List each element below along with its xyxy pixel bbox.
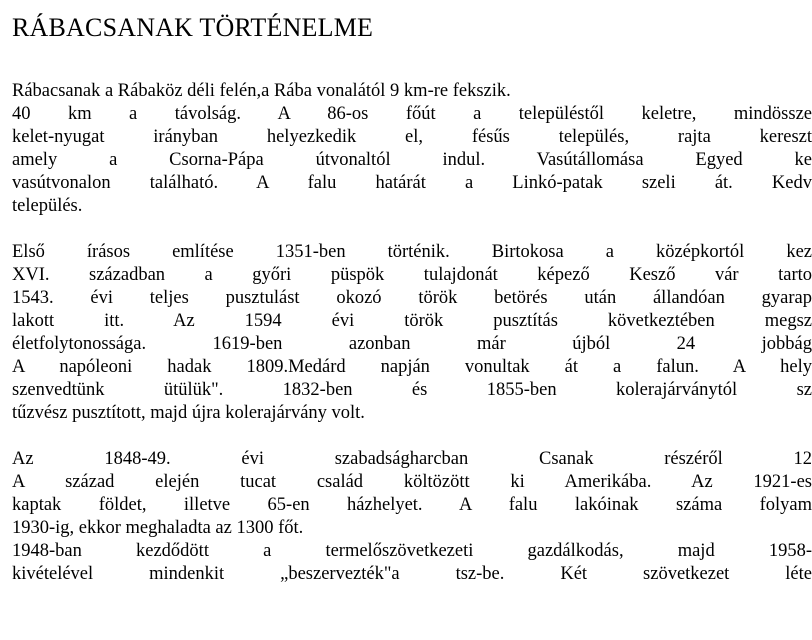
paragraph-line: Első írásos említése 1351-ben történik. Birtokosa a középkortól kez	[12, 242, 812, 262]
paragraph-line: kaptak földet, illetve 65-en házhelyet. A falu lakóinak száma folyam	[12, 495, 812, 515]
document-page	[12, 12, 812, 586]
paragraph-line: 40 km a távolság. A 86-os főút a településtől keletre, mindössze	[12, 104, 812, 124]
paragraph-modern-history	[12, 448, 812, 586]
paragraph-line: tűzvész pusztított, majd újra kolerajárvány volt.	[12, 403, 365, 423]
paragraph-line: település.	[12, 196, 83, 216]
paragraph-line: Rábacsanak a Rábaköz déli felén,a Rába vonalától 9 km-re fekszik.	[12, 81, 511, 101]
paragraph-line: XVI. században a győri püspök tulajdonát képező Kesző vár tarto	[12, 265, 812, 285]
paragraph-history	[12, 241, 812, 425]
paragraph-line: 1930-ig, ekkor meghaladta az 1300 főt.	[12, 518, 304, 538]
paragraph-line: A század elején tucat család költözött ki Amerikába. Az 1921-es	[12, 472, 812, 492]
paragraph-line: életfolytonossága. 1619-ben azonban már újból 24 jobbág	[12, 334, 812, 354]
paragraph-line: vasútvonalon található. A falu határát a Linkó-patak szeli át. Kedv	[12, 173, 812, 193]
paragraph-line: 1948-ban kezdődött a termelőszövetkezeti gazdálkodás, majd 1958-	[12, 541, 812, 561]
paragraph-geography	[12, 80, 812, 218]
paragraph-line: lakott itt. Az 1594 évi török pusztítás következtében megsz	[12, 311, 812, 331]
paragraph-line: Az 1848-49. évi szabadságharcban Csanak részéről 12	[12, 449, 812, 469]
paragraph-line: kivételével mindenkit „beszervezték"a tsz-be. Két szövetkezet léte	[12, 564, 812, 584]
document-title: RÁBACSANAK TÖRTÉNELME	[12, 13, 374, 42]
paragraph-line: 1543. évi teljes pusztulást okozó török betörés után állandóan gyarap	[12, 288, 812, 308]
paragraph-line: szenvedtünk ütülük". 1832-ben és 1855-ben kolerajárványtól sz	[12, 380, 812, 400]
paragraph-line: kelet-nyugat irányban helyezkedik el, fésűs település, rajta kereszt	[12, 127, 812, 147]
paragraph-line: amely a Csorna-Pápa útvonaltól indul. Vasútállomása Egyed ke	[12, 150, 812, 170]
paragraph-line: A napóleoni hadak 1809.Medárd napján vonultak át a falun. A hely	[12, 357, 812, 377]
